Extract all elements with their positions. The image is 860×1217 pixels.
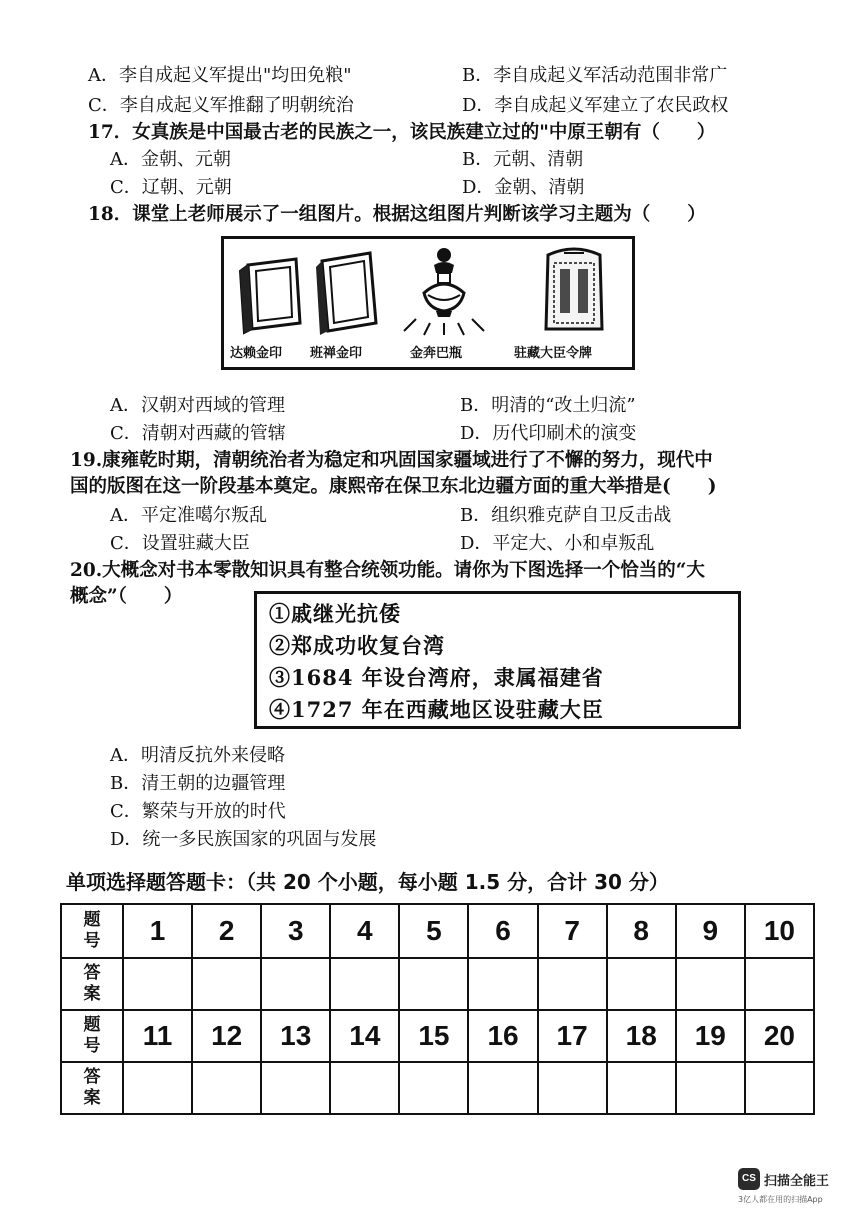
amban-tablet-icon: [514, 239, 632, 339]
q17-option-a: A．金朝、元朝: [110, 149, 231, 170]
q18-option-b: B．明清的“改土归流”: [460, 395, 636, 416]
answer-header-label: 答 案: [83, 1067, 101, 1108]
answer-card-answer-row-1: [61, 958, 814, 1010]
q18-options-row-1: [110, 394, 810, 418]
number-header-label: 题 号: [83, 1015, 101, 1056]
q20-concept-2: ②郑成功收复台湾: [269, 633, 445, 658]
q16-option-d: D．李自成起义军建立了农民政权: [462, 95, 729, 116]
question-number: 15: [399, 1010, 468, 1062]
answer-cell[interactable]: [676, 958, 745, 1010]
answer-cell[interactable]: [399, 958, 468, 1010]
q16-option-c: C．李自成起义军推翻了明朝统治: [88, 95, 354, 116]
answer-header-1: [61, 958, 123, 1010]
q19-option-b: B．组织雅克萨自卫反击战: [460, 505, 672, 526]
answer-cell[interactable]: [330, 1062, 399, 1114]
number-header-2: [61, 1010, 123, 1062]
q19-text-line-2: 国的版图在这一阶段基本奠定。康熙帝在保卫东北边疆方面的重大举措是( ): [70, 476, 717, 497]
answer-cell[interactable]: [538, 958, 607, 1010]
question-number: 19: [676, 1010, 745, 1062]
question-number: 20: [745, 1010, 814, 1062]
question-number: 18: [607, 1010, 676, 1062]
question-number: 3: [261, 904, 330, 958]
watermark-tagline: 3亿人都在用的扫描App: [738, 1195, 823, 1204]
q16-option-b: B．李自成起义军活动范围非常广: [462, 65, 728, 86]
q16-options-row-2: [88, 94, 828, 118]
answer-card-title: 单项选择题答题卡：（共 20 个小题，每小题 1.5 分，合计 30 分）: [66, 870, 669, 894]
question-number: 14: [330, 1010, 399, 1062]
q17-options-row-1: [110, 148, 810, 172]
answer-header-label: 答 案: [83, 963, 101, 1004]
q18-figure-caption-4: 驻藏大臣令牌: [514, 346, 593, 361]
q18-figure-caption-1: 达赖金印: [230, 346, 283, 361]
q20-option-b: B．清王朝的边疆管理: [110, 773, 286, 794]
question-number: 8: [607, 904, 676, 958]
q18-figure-caption-2: 班禅金印: [310, 346, 363, 361]
dalai-seal-icon: [226, 239, 318, 339]
q18-figure-box: [221, 236, 635, 370]
answer-card-number-row-2: [61, 1010, 814, 1062]
q17-option-c: C．辽朝、元朝: [110, 177, 232, 198]
answer-cell[interactable]: [607, 958, 676, 1010]
q18-figure-caption-3: 金奔巴瓶: [410, 346, 463, 361]
answer-card-table: [60, 903, 815, 1115]
question-number: 16: [468, 1010, 537, 1062]
answer-cell[interactable]: [607, 1062, 676, 1114]
question-number: 12: [192, 1010, 261, 1062]
q17-option-d: D．金朝、清朝: [462, 177, 585, 198]
number-header-label: 题 号: [83, 910, 101, 951]
q19-text-line-1: 19.康雍乾时期，清朝统治者为稳定和巩固国家疆域进行了不懈的努力，现代中: [70, 450, 713, 471]
q20-option-c: C．繁荣与开放的时代: [110, 801, 286, 822]
answer-cell[interactable]: [468, 958, 537, 1010]
q18-figure-panchen-seal: [310, 239, 390, 367]
q19-options-row-2: [110, 532, 810, 556]
q18-figure-amban-tablet: [514, 239, 632, 367]
answer-cell[interactable]: [468, 1062, 537, 1114]
q16-options-row-1: [88, 64, 828, 88]
q18-option-c: C．清朝对西藏的管辖: [110, 423, 286, 444]
q20-option-d: D．统一多民族国家的巩固与发展: [110, 829, 377, 850]
q17-text: 17．女真族是中国最古老的民族之一，该民族建立过的"中原王朝有（ ）: [88, 122, 716, 143]
q17-options-row-2: [110, 176, 810, 200]
q20-concept-4: ④1727 年在西藏地区设驻藏大臣: [269, 697, 604, 722]
q16-option-a: A．李自成起义军提出"均田免粮": [88, 65, 352, 86]
question-number: 9: [676, 904, 745, 958]
golden-urn-icon: [394, 239, 494, 339]
answer-card-number-row-1: [61, 904, 814, 958]
panchen-seal-icon: [310, 239, 390, 339]
question-number: 11: [123, 1010, 192, 1062]
q18-option-a: A．汉朝对西域的管理: [110, 395, 285, 416]
q19-option-d: D．平定大、小和卓叛乱: [460, 533, 655, 554]
answer-cell[interactable]: [399, 1062, 468, 1114]
answer-cell[interactable]: [261, 958, 330, 1010]
answer-cell[interactable]: [123, 958, 192, 1010]
camscanner-logo-icon: CS: [738, 1168, 760, 1190]
answer-cell[interactable]: [330, 958, 399, 1010]
question-number: 4: [330, 904, 399, 958]
q19-options-row-1: [110, 504, 810, 528]
question-number: 5: [399, 904, 468, 958]
q18-figure-dalai-seal: [226, 239, 318, 367]
answer-cell[interactable]: [745, 1062, 814, 1114]
question-number: 6: [468, 904, 537, 958]
q19-option-c: C．设置驻藏大臣: [110, 533, 250, 554]
answer-cell[interactable]: [745, 958, 814, 1010]
question-number: 7: [538, 904, 607, 958]
answer-cell[interactable]: [676, 1062, 745, 1114]
number-header-1: [61, 904, 123, 958]
q19-option-a: A．平定准噶尔叛乱: [110, 505, 267, 526]
answer-cell[interactable]: [538, 1062, 607, 1114]
q18-text: 18．课堂上老师展示了一组图片。根据这组图片判断该学习主题为（ ）: [88, 204, 706, 225]
q20-text-line-2: 概念”（ ）: [70, 586, 183, 607]
answer-header-2: [61, 1062, 123, 1114]
question-number: 1: [123, 904, 192, 958]
question-number: 17: [538, 1010, 607, 1062]
answer-cell[interactable]: [261, 1062, 330, 1114]
q20-option-a: A．明清反抗外来侵略: [110, 745, 285, 766]
q20-concept-1: ①戚继光抗倭: [269, 601, 401, 626]
question-number: 10: [745, 904, 814, 958]
q18-option-d: D．历代印刷术的演变: [460, 423, 637, 444]
q18-options-row-2: [110, 422, 810, 446]
answer-cell[interactable]: [123, 1062, 192, 1114]
question-number: 2: [192, 904, 261, 958]
scanner-watermark: [738, 1168, 842, 1208]
answer-cell[interactable]: [192, 1062, 261, 1114]
q20-concept-3: ③1684 年设台湾府，隶属福建省: [269, 665, 604, 690]
question-number: 13: [261, 1010, 330, 1062]
answer-card-answer-row-2: [61, 1062, 814, 1114]
q17-option-b: B．元朝、清朝: [462, 149, 584, 170]
watermark-app-name: 扫描全能王: [764, 1174, 830, 1189]
q20-concept-box: [254, 591, 741, 729]
answer-cell[interactable]: [192, 958, 261, 1010]
q20-text-line-1: 20.大概念对书本零散知识具有整合统领功能。请你为下图选择一个恰当的“大: [70, 560, 705, 581]
q18-figure-golden-urn: [394, 239, 494, 367]
